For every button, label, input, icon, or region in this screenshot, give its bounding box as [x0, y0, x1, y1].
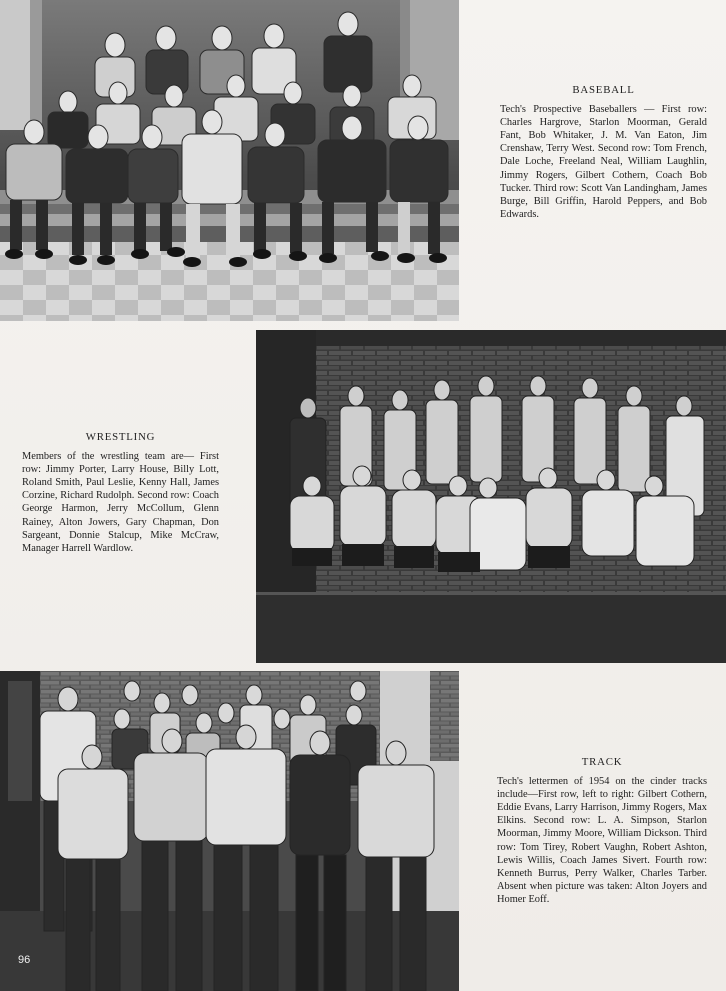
wrestling-caption [22, 431, 219, 555]
track-photo-image [0, 671, 459, 991]
wrestling-heading: WRESTLING [85, 431, 156, 443]
baseball-caption [500, 84, 707, 221]
baseball-caption-text: Tech's Prospective Baseballers — First row: Charles Hargrove, Starlon Moorman, Gerald Fant, Bob Whitaker, J. M. Van Eaton, Jim Crenshaw, Terry West. Second row: Tom French, Dale Loche, Freeland Neal, William Laughlin, Jimmy Rogers, Gilbert Cothern, Coach Bob Tucker. Third row: Scott Van Landingham, James Burge, Bill Griffin, Harold Peppers, and Bob Edwards. [500, 104, 707, 220]
baseball-team-photo [0, 0, 459, 321]
track-caption-text: Tech's lettermen of 1954 on the cinder tracks include—First row, left to right: Gilbert Cothern, Eddie Evans, Larry Harrison, Jimmy Rogers, Max Elkins. Second row: L. A. Simpson, Starlon Moorman, Jimmy Moore, William Dickson. Third row: Tom Tirey, Robert Vaughn, Robert Ashton, Lewis Willis, Coach James Sivert. Fourth row: Kenneth Burrus, Perry Walker, Charles Tarber. Absent when picture was taken: Alton Joyers and Homer Eoff. [497, 776, 707, 905]
baseball-heading: BASEBALL [572, 84, 635, 96]
wrestling-team-photo [256, 330, 726, 663]
wrestling-photo-image [256, 330, 726, 663]
track-caption [497, 756, 707, 906]
baseball-photo-image [0, 0, 459, 321]
page-number: 96 [18, 954, 31, 966]
track-heading: TRACK [581, 756, 623, 768]
track-team-photo [0, 671, 459, 991]
wrestling-caption-text: Members of the wrestling team are— First row: Jimmy Porter, Larry House, Billy Lott, Roland Smith, Paul Leslie, Kenny Hall, James Corzine, Richard Rudolph. Second row: Coach George Harmon, Jerry McCollum, Glenn Rainey, Alton Jowers, Gary Chapman, Don Sargeant, Donnie Stalcup, Mike McCraw, Manager Harrell Wardlow. [22, 451, 219, 554]
